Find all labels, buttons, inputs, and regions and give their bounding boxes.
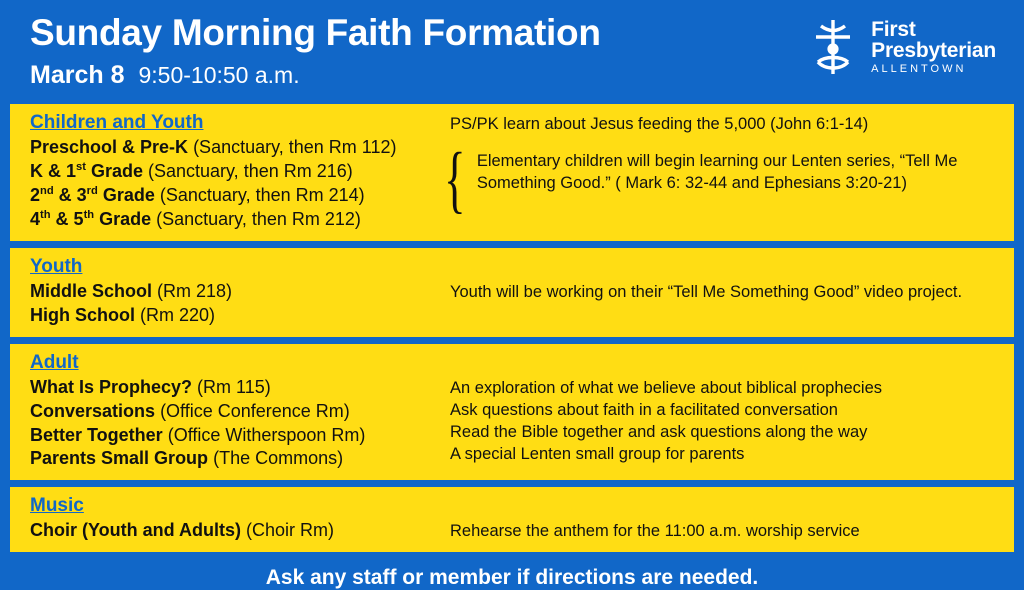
brace-icon: {	[444, 137, 466, 221]
class-description: An exploration of what we believe about biblical prophecies	[450, 378, 883, 397]
class-location: (Office Conference Rm)	[160, 400, 350, 421]
class-location: (Office Witherspoon Rm)	[167, 424, 366, 445]
description-group	[444, 135, 996, 221]
logo-line-1: First	[871, 18, 916, 41]
logo-line-3: ALLENTOWN	[871, 63, 967, 75]
class-location: (Rm 218)	[157, 280, 233, 301]
class-row	[30, 376, 450, 400]
class-description: Youth will be working on their “Tell Me Something Good” video project.	[450, 282, 963, 301]
section-youth	[10, 248, 1014, 337]
section-classes-column	[10, 111, 450, 232]
class-location: (Rm 220)	[140, 304, 216, 325]
class-name: 4th & 5th Grade	[30, 208, 152, 229]
class-name: Parents Small Group	[30, 448, 209, 469]
section-classes-column	[10, 494, 450, 543]
class-description: A special Lenten small group for parents	[450, 444, 745, 463]
class-name: Choir (Youth and Adults)	[30, 520, 241, 541]
class-description: Ask questions about faith in a facilitated conversation	[450, 400, 838, 419]
class-row	[30, 304, 450, 328]
header	[0, 0, 1024, 104]
section-descriptions-column	[450, 494, 1014, 542]
logo-line-2: Presbyterian	[871, 39, 996, 62]
class-location: (Sanctuary, then Rm 216)	[147, 160, 353, 181]
section-classes-column	[10, 255, 450, 328]
class-location: (Sanctuary, then Rm 214)	[159, 184, 365, 205]
class-name: K & 1st Grade	[30, 160, 143, 181]
section-descriptions-column	[450, 255, 1014, 303]
footer-note: Ask any staff or member if directions are needed.	[265, 566, 759, 590]
section-music	[10, 487, 1014, 552]
section-descriptions-column	[450, 351, 1014, 465]
class-row	[30, 447, 450, 471]
event-date: March 8	[30, 60, 125, 89]
class-row	[30, 400, 450, 424]
class-name: Better Together	[30, 424, 163, 445]
class-name: What Is Prophecy?	[30, 376, 193, 397]
class-row	[30, 160, 450, 184]
section-adult	[10, 344, 1014, 481]
class-location: (The Commons)	[213, 448, 344, 469]
class-name: 2nd & 3rd Grade	[30, 184, 155, 205]
section-category-label: Youth	[30, 255, 83, 277]
class-description: PS/PK learn about Jesus feeding the 5,000 (John 6:1-14)	[450, 115, 869, 133]
class-row	[30, 208, 450, 232]
class-description: Rehearse the anthem for the 11:00 a.m. worship service	[450, 522, 860, 541]
section-classes-column	[10, 351, 450, 472]
class-row	[30, 136, 450, 160]
church-logo	[805, 16, 996, 78]
class-description: Read the Bible together and ask questions along the way	[450, 422, 868, 441]
class-name: High School	[30, 304, 135, 325]
page-title: Sunday Morning Faith Formation	[30, 12, 601, 53]
class-name: Middle School	[30, 280, 153, 301]
section-descriptions-column	[444, 111, 1014, 221]
class-location: (Sanctuary, then Rm 212)	[156, 208, 361, 229]
class-row	[30, 519, 450, 543]
section-category-label: Children and Youth	[30, 112, 204, 133]
class-location: (Choir Rm)	[245, 520, 334, 541]
class-row	[30, 184, 450, 208]
logo-wordmark	[871, 19, 996, 75]
class-name: Preschool & Pre-K	[30, 137, 189, 157]
section-category-label: Music	[30, 495, 84, 517]
class-description: Elementary children will begin learning our Lenten series, “Tell Me Something Good.” ( Mark 6: 32-44 and Ephesians 3:20-21)	[476, 152, 958, 193]
class-location: (Rm 115)	[197, 376, 271, 397]
section-category-label: Adult	[30, 351, 79, 373]
class-row	[30, 280, 450, 304]
event-time: 9:50-10:50 a.m.	[138, 61, 300, 88]
class-row	[30, 424, 450, 448]
section-children-and-youth	[10, 104, 1014, 241]
class-name: Conversations	[30, 400, 156, 421]
presbyterian-cross-icon	[805, 16, 861, 78]
class-location: (Sanctuary, then Rm 112)	[193, 137, 397, 157]
